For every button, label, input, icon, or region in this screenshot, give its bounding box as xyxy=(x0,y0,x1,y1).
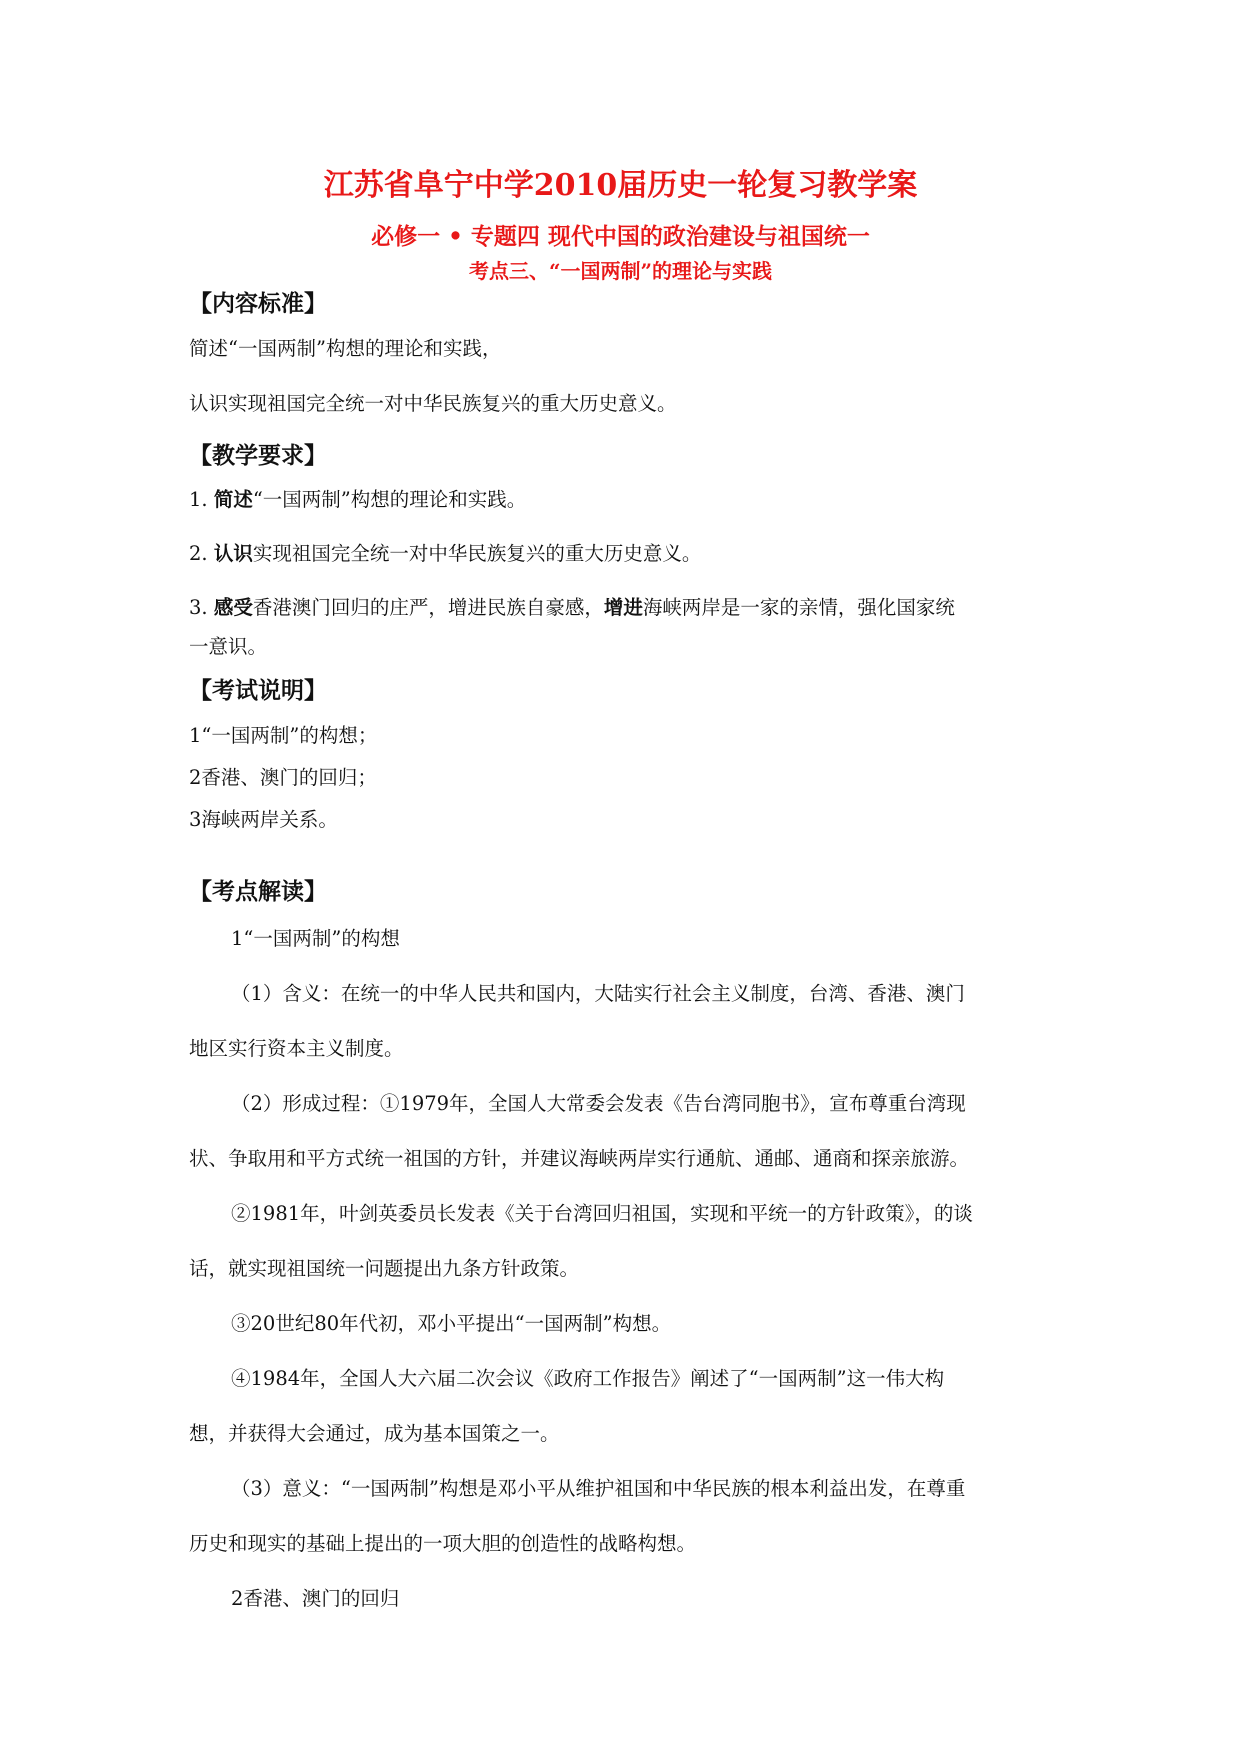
item-keyword: 简述 xyxy=(213,488,253,511)
item-text: “一国两制”构想的理论和实践。 xyxy=(252,488,527,511)
item-keyword: 感受 xyxy=(213,596,253,619)
item-text: 实现祖国完全统一对中华民族复兴的重大历史意义。 xyxy=(252,542,702,565)
content-standard-heading: 【内容标准】 xyxy=(189,290,327,317)
exam-description-line: 3海峡两岸关系。 xyxy=(189,808,338,831)
exam-description-heading: 【考试说明】 xyxy=(189,677,327,704)
item-number: 1. xyxy=(189,488,208,511)
exam-description-line: 2香港、澳门的回归； xyxy=(189,766,377,789)
content-standard-line: 简述“一国两制”构想的理论和实践， xyxy=(189,337,502,360)
interpretation-line: 历史和现实的基础上提出的一项大胆的创造性的战略构想。 xyxy=(189,1532,697,1555)
content-standard-line: 认识实现祖国完全统一对中华民族复兴的重大历史意义。 xyxy=(189,392,677,415)
item-keyword: 增进 xyxy=(603,596,643,619)
item-number: 2. xyxy=(189,542,208,565)
interpretation-line: 地区实行资本主义制度。 xyxy=(189,1037,404,1060)
document-topic: 考点三、“一国两制”的理论与实践 xyxy=(468,259,772,283)
teaching-requirements-heading: 【教学要求】 xyxy=(189,442,327,469)
interpretation-line: 话，就实现祖国统一问题提出九条方针政策。 xyxy=(189,1257,580,1280)
exam-description-line: 1“一国两制”的构想； xyxy=(189,724,378,747)
interpretation-line: ②1981年，叶剑英委员长发表《关于台湾回归祖国，实现和平统一的方针政策》，的谈 xyxy=(231,1202,973,1225)
interpretation-line: 想，并获得大会通过，成为基本国策之一。 xyxy=(189,1422,560,1445)
teaching-requirement-item xyxy=(189,486,526,514)
document-subtitle: 必修一 • 专题四 现代中国的政治建设与祖国统一 xyxy=(371,223,870,250)
teaching-requirement-item xyxy=(189,594,955,622)
item-text: 海峡两岸是一家的亲情，强化国家统 xyxy=(642,596,955,619)
teaching-requirement-item xyxy=(189,540,701,568)
interpretation-line: 状、争取用和平方式统一祖国的方针，并建议海峡两岸实行通航、通邮、通商和探亲旅游。 xyxy=(189,1147,970,1170)
interpretation-line: ③20世纪80年代初，邓小平提出“一国两制”构想。 xyxy=(231,1312,672,1335)
interpretation-line: （2）形成过程：①1979年，全国人大常委会发表《告台湾同胞书》，宣布尊重台湾现 xyxy=(231,1092,966,1115)
item-keyword: 认识 xyxy=(213,542,253,565)
document-title: 江苏省阜宁中学2010届历史一轮复习教学案 xyxy=(323,168,918,203)
teaching-requirement-continuation: 一意识。 xyxy=(189,635,268,658)
interpretation-line: 2香港、澳门的回归 xyxy=(231,1587,400,1610)
interpretation-line: 1“一国两制”的构想 xyxy=(231,927,400,950)
item-number: 3. xyxy=(189,596,208,619)
interpretation-line: ④1984年，全国人大六届二次会议《政府工作报告》阐述了“一国两制”这一伟大构 xyxy=(231,1367,945,1390)
item-text: 香港澳门回归的庄严，增进民族自豪感， xyxy=(252,596,604,619)
interpretation-line: （1）含义：在统一的中华人民共和国内，大陆实行社会主义制度，台湾、香港、澳门 xyxy=(231,982,965,1005)
interpretation-heading: 【考点解读】 xyxy=(189,878,327,905)
interpretation-line: （3）意义：“一国两制”构想是邓小平从维护祖国和中华民族的根本利益出发，在尊重 xyxy=(231,1477,966,1500)
